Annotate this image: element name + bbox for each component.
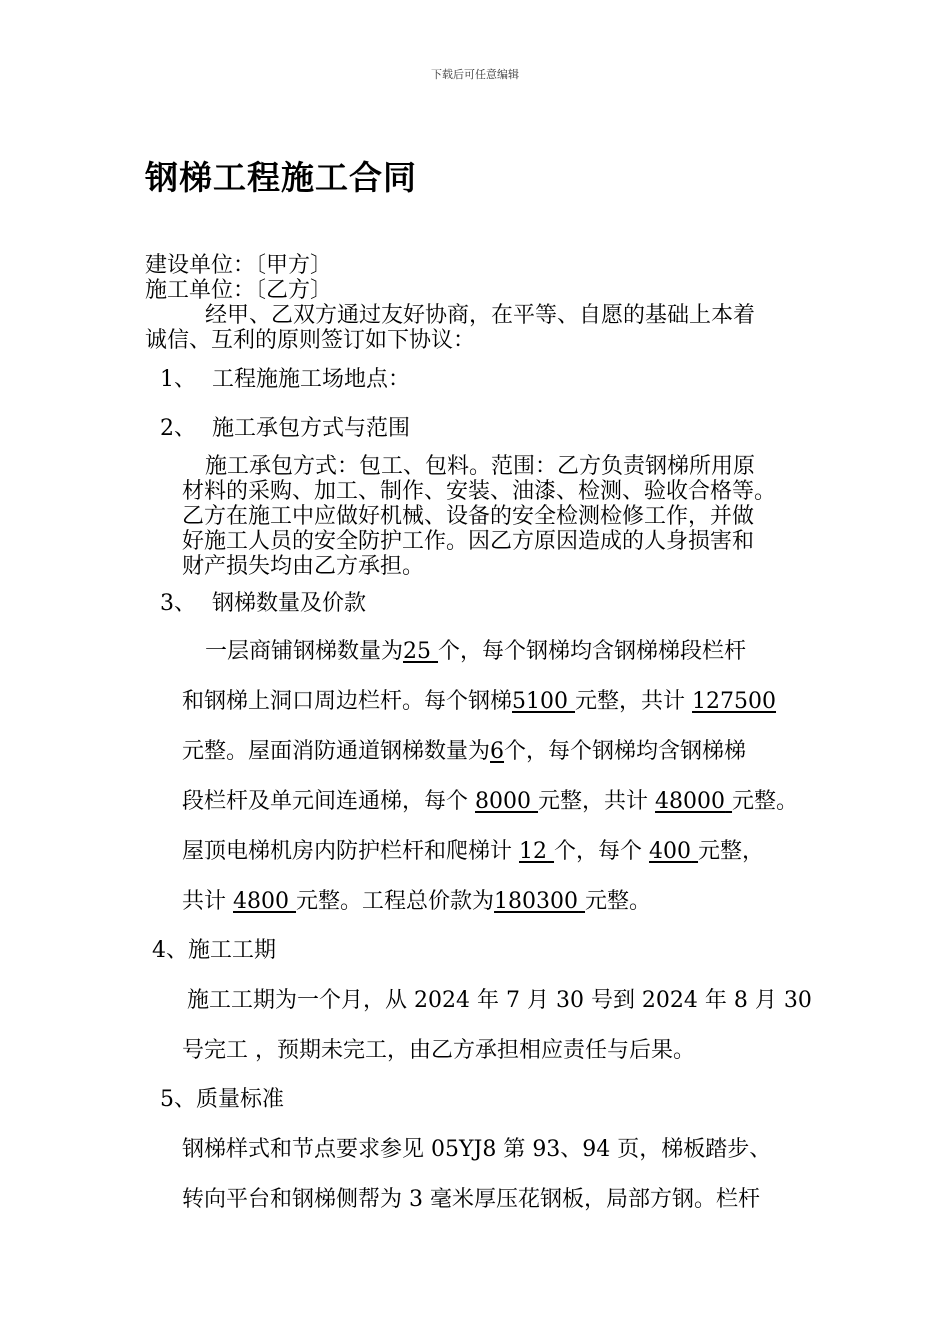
section-3-title: 钢梯数量及价款 xyxy=(212,591,367,616)
qty-value: 25 xyxy=(403,639,432,664)
total-value: 48000 xyxy=(655,789,726,814)
text-run: 共计 xyxy=(182,889,227,914)
section-4-line: 施工工期为一个月，从 2024 年 7 月 30 号到 2024 年 8 月 30 xyxy=(187,988,812,1013)
section-2-line: 财产损失均由乙方承担。 xyxy=(182,554,425,579)
section-3-line-4 xyxy=(182,784,798,815)
total-value: 4800 xyxy=(233,889,290,914)
party-b-line: 施工单位：〔乙方〕 xyxy=(145,278,333,303)
text-run: 和钢梯上洞口周边栏杆。每个钢梯 xyxy=(182,689,513,714)
text-run: 屋顶电梯机房内防护栏杆和爬梯计 xyxy=(182,839,513,864)
gap xyxy=(648,789,655,814)
section-5-line: 转向平台和钢梯侧帮为 3 毫米厚压花钢板，局部方钢。栏杆 xyxy=(182,1187,760,1212)
text-run: 元整。 xyxy=(732,789,799,814)
section-5-line: 钢梯样式和节点要求参见 05YJ8 第 93、94 页，梯板踏步、 xyxy=(182,1137,772,1162)
qty-value: 12 xyxy=(519,839,548,864)
section-2-title: 施工承包方式与范围 xyxy=(212,416,411,441)
section-2-number: 2、 xyxy=(160,416,196,441)
text-run: 段栏杆及单元间连通梯，每个 xyxy=(182,789,469,814)
gap xyxy=(642,839,649,864)
intro-line-2: 诚信、互利的原则签订如下协议： xyxy=(145,328,476,353)
text-run: 元整，共计 xyxy=(575,689,686,714)
text-run: 个，每个 xyxy=(554,839,643,864)
qty-value: 6 xyxy=(490,739,505,764)
section-3-line-2 xyxy=(182,684,776,715)
party-a-line: 建设单位：〔甲方〕 xyxy=(145,253,333,278)
section-2-line: 好施工人员的安全防护工作。因乙方原因造成的人身损害和 xyxy=(182,529,755,554)
gap xyxy=(468,789,475,814)
text-run: 个，每个钢梯均含钢梯梯段栏杆 xyxy=(438,639,747,664)
gap xyxy=(226,889,233,914)
underline-space xyxy=(578,889,585,914)
section-3-line-5 xyxy=(182,834,764,865)
grand-total-value: 180300 xyxy=(494,889,579,914)
text-run: 元整。工程总价款为 xyxy=(296,889,495,914)
section-4-title: 4、施工工期 xyxy=(152,938,276,963)
text-run: 个，每个钢梯均含钢梯梯 xyxy=(504,739,747,764)
price-value: 8000 xyxy=(475,789,532,814)
text-run: 元整。 xyxy=(585,889,652,914)
text-run: 元整，共计 xyxy=(538,789,649,814)
price-value: 400 xyxy=(649,839,692,864)
price-value: 5100 xyxy=(512,689,569,714)
underline-space xyxy=(568,689,575,714)
section-2-line: 施工承包方式：包工、包料。范围：乙方负责钢梯所用原 xyxy=(205,454,756,479)
section-4-line: 号完工 ，预期未完工，由乙方承担相应责任与后果。 xyxy=(182,1038,695,1063)
underline-space xyxy=(725,789,732,814)
section-2-line: 材料的采购、加工、制作、安装、油漆、检测、验收合格等。 xyxy=(182,479,777,504)
document-title: 钢梯工程施工合同 xyxy=(145,158,417,197)
section-2-line: 乙方在施工中应做好机械、设备的安全检测检修工作，并做 xyxy=(182,504,755,529)
section-1-number: 1、 xyxy=(160,367,196,392)
underline-space xyxy=(289,889,296,914)
text-run: 一层商铺钢梯数量为 xyxy=(205,639,404,664)
underline-space xyxy=(531,789,538,814)
underline-space xyxy=(547,839,554,864)
page-header: 下载后可任意编辑 xyxy=(431,68,519,81)
section-3-line-1 xyxy=(205,634,746,665)
section-5-title: 5、质量标准 xyxy=(160,1087,284,1112)
total-value: 127500 xyxy=(692,689,777,714)
gap xyxy=(685,689,692,714)
gap xyxy=(512,839,519,864)
section-1-title: 工程施施工场地点： xyxy=(212,367,411,392)
section-3-number: 3、 xyxy=(160,591,196,616)
section-3-line-6 xyxy=(182,884,651,915)
section-3-line-3 xyxy=(182,734,746,765)
text-run: 元整， xyxy=(698,839,765,864)
text-run: 元整。屋面消防通道钢梯数量为 xyxy=(182,739,491,764)
intro-line-1: 经甲、乙双方通过友好协商，在平等、自愿的基础上本着 xyxy=(205,303,756,328)
underline-space xyxy=(431,639,438,664)
underline-space xyxy=(691,839,698,864)
